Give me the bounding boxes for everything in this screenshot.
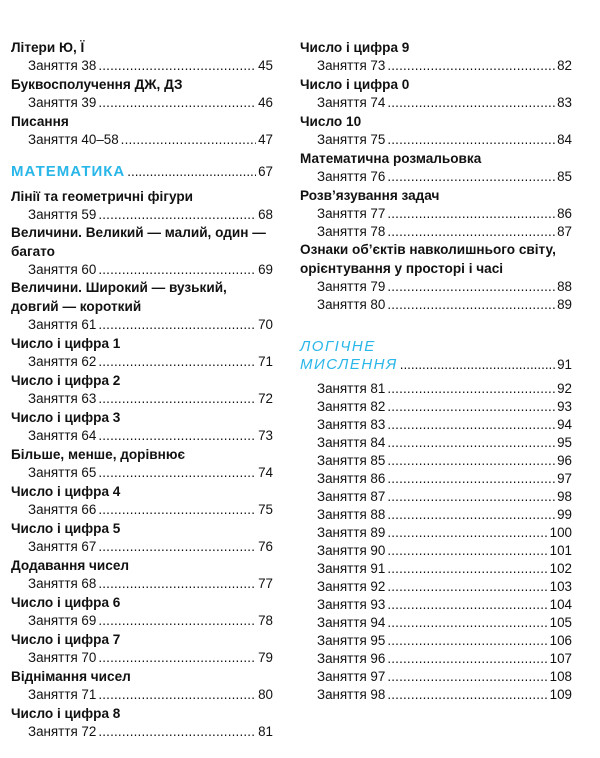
dot-leader (98, 612, 256, 630)
dot-leader (98, 427, 256, 445)
toc-entry-label: Заняття 66 (28, 502, 97, 518)
toc-entry-label: Заняття 39 (28, 95, 97, 110)
toc-entry-label: Заняття 73 (317, 58, 386, 73)
dot-leader (387, 296, 555, 314)
toc-page-number: 99 (557, 507, 572, 523)
toc-topic-heading: Число і цифра 1 (11, 336, 121, 352)
dot-leader (387, 542, 547, 560)
toc-page-number: 45 (258, 58, 273, 73)
toc-topic-heading: Число і цифра 4 (11, 484, 121, 500)
toc-entry-label: Заняття 69 (28, 613, 97, 629)
section-heading-logic[interactable] (300, 338, 572, 374)
dot-leader (98, 464, 256, 482)
toc-page-number: 100 (549, 525, 572, 541)
toc-entry[interactable] (11, 575, 273, 593)
toc-entry-label: Заняття 63 (28, 391, 97, 407)
toc-page-number: 76 (258, 539, 273, 555)
toc-entry[interactable] (11, 427, 273, 445)
toc-page-number: 69 (258, 262, 273, 278)
toc-page-number: 71 (258, 354, 273, 370)
toc-entry-label: Заняття 97 (317, 669, 386, 685)
toc-page-number: 70 (258, 317, 273, 333)
toc-entry[interactable] (11, 649, 273, 667)
toc-topic-heading: Буквосполучення ДЖ, ДЗ (11, 77, 183, 92)
dot-leader (121, 131, 256, 149)
toc-topic-heading: Величини. Великий — малий, один — багато (11, 225, 266, 259)
dot-leader (98, 501, 256, 519)
toc-page-number: 81 (258, 724, 273, 740)
dot-leader (98, 206, 256, 224)
toc-entry-label: Заняття 64 (28, 428, 97, 444)
toc-page-number: 102 (549, 561, 572, 577)
toc-page-number: 73 (258, 428, 273, 444)
toc-entry[interactable] (300, 205, 572, 223)
toc-page-number: 97 (557, 471, 572, 487)
toc-page-number: 47 (258, 132, 273, 147)
toc-entry[interactable] (300, 168, 572, 186)
toc-entry-label: Заняття 77 (317, 206, 386, 221)
toc-page-number: 108 (549, 669, 572, 685)
dot-leader (387, 470, 555, 488)
toc-entry[interactable] (11, 57, 273, 75)
dot-leader (387, 668, 547, 686)
toc-page-number: 89 (557, 297, 572, 313)
toc-entry-label: Заняття 65 (28, 465, 97, 481)
toc-topic-heading: Математична розмальовка (300, 151, 482, 166)
toc-entry[interactable] (300, 614, 572, 632)
toc-topic-heading: Число і цифра 7 (11, 632, 121, 648)
section-heading-math[interactable] (11, 163, 273, 181)
toc-entry[interactable] (11, 686, 273, 704)
toc-entry[interactable] (300, 434, 572, 452)
toc-entry-label: Заняття 72 (28, 724, 97, 740)
toc-topic-heading: Число 10 (300, 114, 362, 129)
toc-topic-heading: Розв’язування задач (300, 188, 440, 203)
section-page-number: 91 (557, 357, 572, 373)
dot-leader (387, 650, 547, 668)
toc-page-number: 86 (557, 206, 572, 221)
toc-entry-label: Заняття 80 (317, 297, 386, 313)
dot-leader (387, 488, 555, 506)
dot-leader (98, 575, 256, 593)
dot-leader (400, 356, 555, 374)
toc-topic-heading: Величини. Широкий — вузький, довгий — короткий (11, 280, 227, 314)
toc-entry[interactable] (300, 650, 572, 668)
toc-page-number: 75 (258, 502, 273, 518)
toc-entry[interactable] (300, 223, 572, 241)
dot-leader (387, 452, 555, 470)
toc-page-number: 83 (557, 95, 572, 110)
toc-entry[interactable] (11, 316, 273, 334)
toc-topic-heading: Писання (11, 114, 69, 129)
toc-entry[interactable] (11, 612, 273, 630)
dot-leader (387, 560, 547, 578)
toc-entry[interactable] (300, 668, 572, 686)
toc-entry-label: Заняття 61 (28, 317, 97, 333)
toc-entry-label: Заняття 91 (317, 561, 386, 577)
toc-entry[interactable] (11, 261, 273, 279)
toc-topic-heading: Число і цифра 2 (11, 373, 121, 389)
toc-entry[interactable] (11, 723, 273, 741)
toc-topic-heading: Число і цифра 0 (300, 77, 410, 92)
dot-leader (387, 223, 555, 241)
toc-page-number: 104 (549, 597, 572, 613)
dot-leader (98, 686, 256, 704)
toc-topic-heading: Число і цифра 8 (11, 706, 121, 722)
dot-leader (98, 57, 256, 75)
toc-page-number: 79 (258, 650, 273, 666)
toc-page-number: 107 (549, 651, 572, 667)
toc-entry[interactable] (300, 398, 572, 416)
toc-entry[interactable] (11, 390, 273, 408)
toc-topic-heading: Число і цифра 5 (11, 521, 121, 537)
toc-topic-heading: Число і цифра 3 (11, 410, 121, 426)
toc-topic-heading: Лінії та геометричні фігури (11, 189, 194, 204)
toc-page-number: 93 (557, 399, 572, 415)
dot-leader (98, 390, 256, 408)
toc-entry[interactable] (300, 686, 572, 704)
toc-entry-label: Заняття 79 (317, 279, 386, 295)
toc-entry-label: Заняття 87 (317, 489, 386, 505)
dot-leader (387, 632, 547, 650)
toc-topic-heading: Віднімання чисел (11, 669, 131, 685)
toc-page-number: 92 (557, 381, 572, 397)
toc-entry-label: Заняття 75 (317, 132, 386, 147)
toc-page-number: 80 (258, 687, 273, 703)
dot-leader (127, 163, 256, 181)
toc-page-number: 106 (549, 633, 572, 649)
dot-leader (387, 57, 555, 75)
toc-entry[interactable] (300, 542, 572, 560)
section-title: ЛОГІЧНЕ МИСЛЕННЯ (300, 338, 398, 374)
toc-page-number: 88 (557, 279, 572, 295)
dot-leader (98, 723, 256, 741)
toc-page-number: 85 (557, 169, 572, 184)
toc-entry-label: Заняття 82 (317, 399, 386, 415)
toc-entry-label: Заняття 92 (317, 579, 386, 595)
dot-leader (98, 261, 256, 279)
toc-page-number: 82 (557, 58, 572, 73)
toc-entry-label: Заняття 93 (317, 597, 386, 613)
toc-entry[interactable] (300, 131, 572, 149)
toc-entry[interactable] (300, 416, 572, 434)
toc-entry[interactable] (300, 278, 572, 296)
toc-entry[interactable] (300, 380, 572, 398)
dot-leader (98, 353, 256, 371)
toc-right-column (300, 38, 572, 704)
dot-leader (387, 416, 555, 434)
toc-entry-label: Заняття 89 (317, 525, 386, 541)
toc-page-number: 95 (557, 435, 572, 451)
toc-entry[interactable] (300, 506, 572, 524)
dot-leader (98, 316, 256, 334)
toc-entry[interactable] (300, 560, 572, 578)
toc-entry[interactable] (11, 464, 273, 482)
dot-leader (387, 278, 555, 296)
toc-entry-label: Заняття 85 (317, 453, 386, 469)
toc-entry[interactable] (300, 296, 572, 314)
toc-page-number: 68 (258, 207, 273, 222)
toc-entry-label: Заняття 70 (28, 650, 97, 666)
toc-page-number: 77 (258, 576, 273, 592)
dot-leader (387, 596, 547, 614)
toc-left-column (11, 38, 273, 741)
toc-topic-heading: Ознаки об’єктів навколишнього світу, орієнтування у просторі і часі (300, 242, 556, 276)
dot-leader (387, 168, 555, 186)
toc-entry-label: Заняття 68 (28, 576, 97, 592)
toc-page-number: 46 (258, 95, 273, 110)
section-title: МАТЕМАТИКА (11, 163, 126, 180)
toc-topic-heading: Більше, менше, дорівнює (11, 447, 185, 463)
toc-entry-label: Заняття 88 (317, 507, 386, 523)
toc-topic-heading: Літери Ю, Ї (11, 40, 85, 55)
toc-entry[interactable] (300, 578, 572, 596)
toc-entry-label: Заняття 74 (317, 95, 386, 110)
toc-page-number: 74 (258, 465, 273, 481)
toc-entry-label: Заняття 78 (317, 224, 386, 239)
dot-leader (387, 205, 555, 223)
toc-entry[interactable] (300, 488, 572, 506)
toc-entry-label: Заняття 98 (317, 687, 386, 703)
dot-leader (98, 94, 256, 112)
toc-entry[interactable] (300, 524, 572, 542)
toc-entry-label: Заняття 96 (317, 651, 386, 667)
toc-entry[interactable] (300, 94, 572, 112)
section-page-number: 67 (258, 164, 273, 179)
dot-leader (387, 131, 555, 149)
dot-leader (387, 686, 547, 704)
toc-page-number: 109 (549, 687, 572, 703)
toc-entry[interactable] (300, 632, 572, 650)
toc-entry-label: Заняття 76 (317, 169, 386, 184)
dot-leader (387, 614, 547, 632)
dot-leader (387, 434, 555, 452)
toc-entry-label: Заняття 38 (28, 58, 97, 73)
toc-topic-heading: Додавання чисел (11, 558, 130, 574)
toc-entry-label: Заняття 59 (28, 207, 97, 222)
toc-entry-label: Заняття 90 (317, 543, 386, 559)
toc-entry[interactable] (300, 57, 572, 75)
dot-leader (387, 380, 555, 398)
toc-page-number: 103 (549, 579, 572, 595)
toc-entry-label: Заняття 40–58 (28, 132, 119, 147)
dot-leader (387, 94, 555, 112)
toc-entry-label: Заняття 60 (28, 262, 97, 278)
toc-page-number: 94 (557, 417, 572, 433)
toc-entry-label: Заняття 86 (317, 471, 386, 487)
dot-leader (387, 578, 547, 596)
dot-leader (98, 538, 256, 556)
toc-entry[interactable] (11, 131, 273, 149)
toc-page-number: 84 (557, 132, 572, 147)
dot-leader (387, 506, 555, 524)
toc-entry[interactable] (11, 206, 273, 224)
dot-leader (98, 649, 256, 667)
dot-leader (387, 524, 547, 542)
toc-entry-label: Заняття 81 (317, 381, 386, 397)
toc-page-number: 98 (557, 489, 572, 505)
toc-entry[interactable] (11, 501, 273, 519)
toc-page-number: 78 (258, 613, 273, 629)
toc-page-number: 105 (549, 615, 572, 631)
toc-entry-label: Заняття 83 (317, 417, 386, 433)
toc-entry-label: Заняття 94 (317, 615, 386, 631)
toc-topic-heading: Число і цифра 6 (11, 595, 121, 611)
toc-entry[interactable] (11, 538, 273, 556)
toc-entry[interactable] (300, 452, 572, 470)
toc-page-number: 87 (557, 224, 572, 239)
dot-leader (387, 398, 555, 416)
toc-entry[interactable] (300, 470, 572, 488)
toc-page-number: 96 (557, 453, 572, 469)
toc-entry[interactable] (11, 94, 273, 112)
toc-entry-label: Заняття 62 (28, 354, 97, 370)
toc-entry[interactable] (300, 596, 572, 614)
toc-entry-label: Заняття 95 (317, 633, 386, 649)
toc-entry-label: Заняття 67 (28, 539, 97, 555)
toc-entry-label: Заняття 84 (317, 435, 386, 451)
toc-page-number: 101 (549, 543, 572, 559)
toc-entry[interactable] (11, 353, 273, 371)
toc-page-number: 72 (258, 391, 273, 407)
toc-topic-heading: Число і цифра 9 (300, 40, 410, 55)
toc-entry-label: Заняття 71 (28, 687, 97, 703)
